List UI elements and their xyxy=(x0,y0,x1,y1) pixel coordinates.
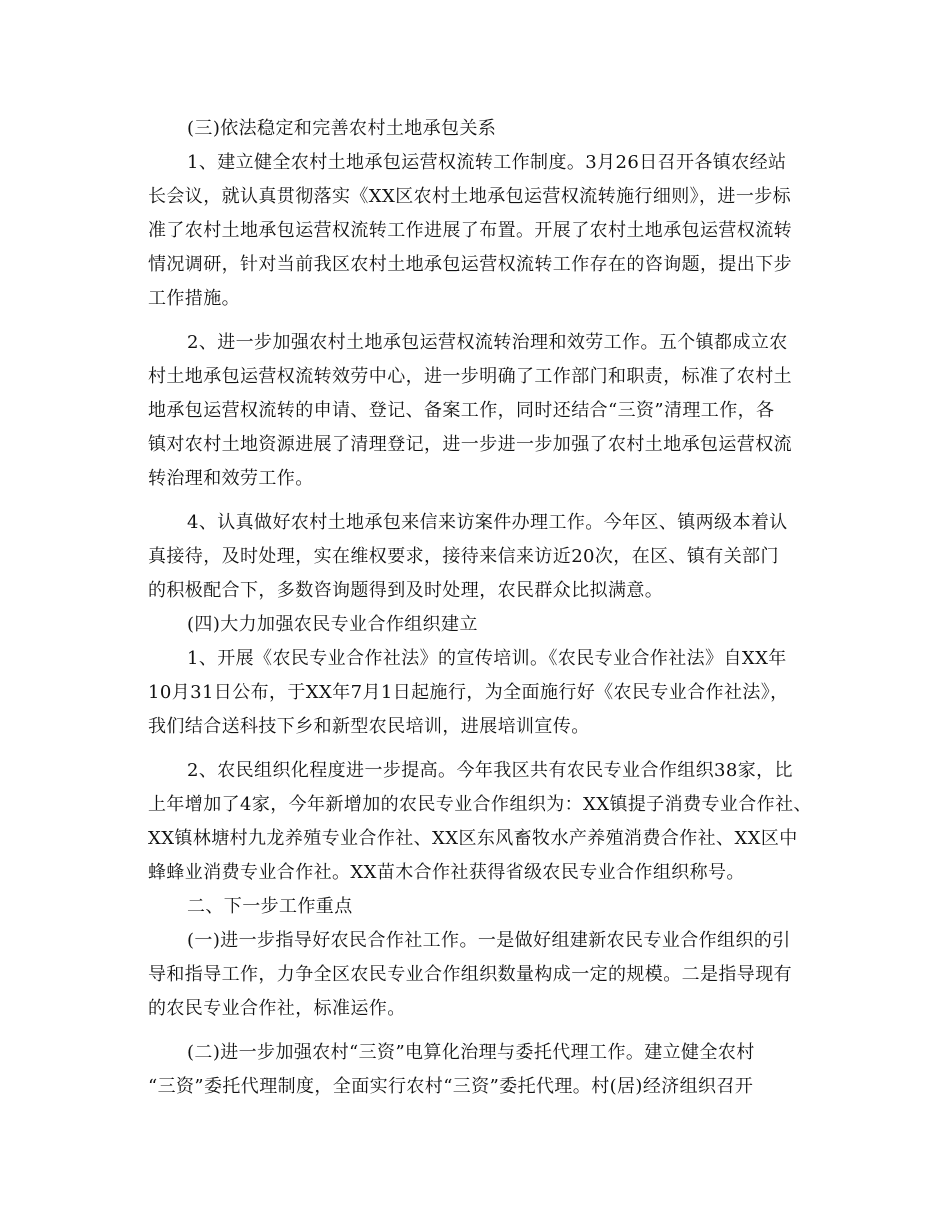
paragraph-line: 转治理和效劳工作。 xyxy=(148,468,314,489)
paragraph-line: 1、开展《农民专业合作社法》的宣传培训。《农民专业合作社法》自XX年 xyxy=(187,648,787,669)
paragraph-line: 1、建立健全农村土地承包运营权流转工作制度。3月26日召开各镇农经站 xyxy=(187,152,787,173)
paragraph-line: 10月31日公布，于XX年7月1日起施行，为全面施行好《农民专业合作社法》， xyxy=(148,682,789,703)
paragraph-line: 情况调研，针对当前我区农村土地承包运营权流转工作存在的咨询题，提出下步 xyxy=(148,254,792,275)
paragraph-line: “三资”委托代理制度，全面实行农村“三资”委托代理。村(居)经济组织召开 xyxy=(148,1076,754,1097)
paragraph-line: 2、进一步加强农村土地承包运营权流转治理和效劳工作。五个镇都成立农 xyxy=(187,332,788,353)
paragraph-line: 我们结合送科技下乡和新型农民培训，进展培训宣传。 xyxy=(148,716,590,737)
paragraph-line: 镇对农村土地资源进展了清理登记，进一步进一步加强了农村土地承包运营权流 xyxy=(148,434,792,455)
paragraph-line: 工作措施。 xyxy=(148,288,240,309)
heading-next-steps: 二、下一步工作重点 xyxy=(187,896,353,917)
paragraph-line: XX镇林塘村九龙养殖专业合作社、XX区东风畜牧水产养殖消费合作社、XX区中 xyxy=(148,828,798,849)
paragraph-line: 的农民专业合作社，标准运作。 xyxy=(148,998,406,1019)
paragraph-line: 村土地承包运营权流转效劳中心，进一步明确了工作部门和职责，标准了农村土 xyxy=(148,366,792,387)
paragraph-line: 4、认真做好农村土地承包来信来访案件办理工作。今年区、镇两级本着认 xyxy=(187,512,788,533)
paragraph-line: 的积极配合下，多数咨询题得到及时处理，农民群众比拟满意。 xyxy=(148,580,664,601)
paragraph-line: 蜂蜂业消费专业合作社。XX苗木合作社获得省级农民专业合作组织称号。 xyxy=(148,862,745,883)
heading-section-4: (四)大力加强农民专业合作组织建立 xyxy=(187,614,478,635)
paragraph-line: (二)进一步加强农村“三资”电算化治理与委托代理工作。建立健全农村 xyxy=(187,1042,755,1063)
paragraph-line: 地承包运营权流转的申请、登记、备案工作，同时还结合“三资”清理工作，各 xyxy=(148,400,775,421)
paragraph-line: 准了农村土地承包运营权流转工作进展了布置。开展了农村土地承包运营权流转 xyxy=(148,220,792,241)
paragraph-line: 长会议，就认真贯彻落实《XX区农村土地承包运营权流转施行细则》，进一步标 xyxy=(148,186,792,207)
heading-section-3: (三)依法稳定和完善农村土地承包关系 xyxy=(187,118,497,139)
paragraph-line: 导和指导工作，力争全区农民专业合作组织数量构成一定的规模。二是指导现有 xyxy=(148,964,792,985)
paragraph-line: (一)进一步指导好农民合作社工作。一是做好组建新农民专业合作组织的引 xyxy=(187,930,791,951)
paragraph-line: 2、农民组织化程度进一步提高。今年我区共有农民专业合作组织38家，比 xyxy=(187,760,793,781)
paragraph-line: 上年增加了4家，今年新增加的农民专业合作组织为：XX镇提子消费专业合作社、 xyxy=(148,794,812,815)
paragraph-line: 真接待，及时处理，实在维权要求，接待来信来访近20次，在区、镇有关部门 xyxy=(148,546,779,567)
